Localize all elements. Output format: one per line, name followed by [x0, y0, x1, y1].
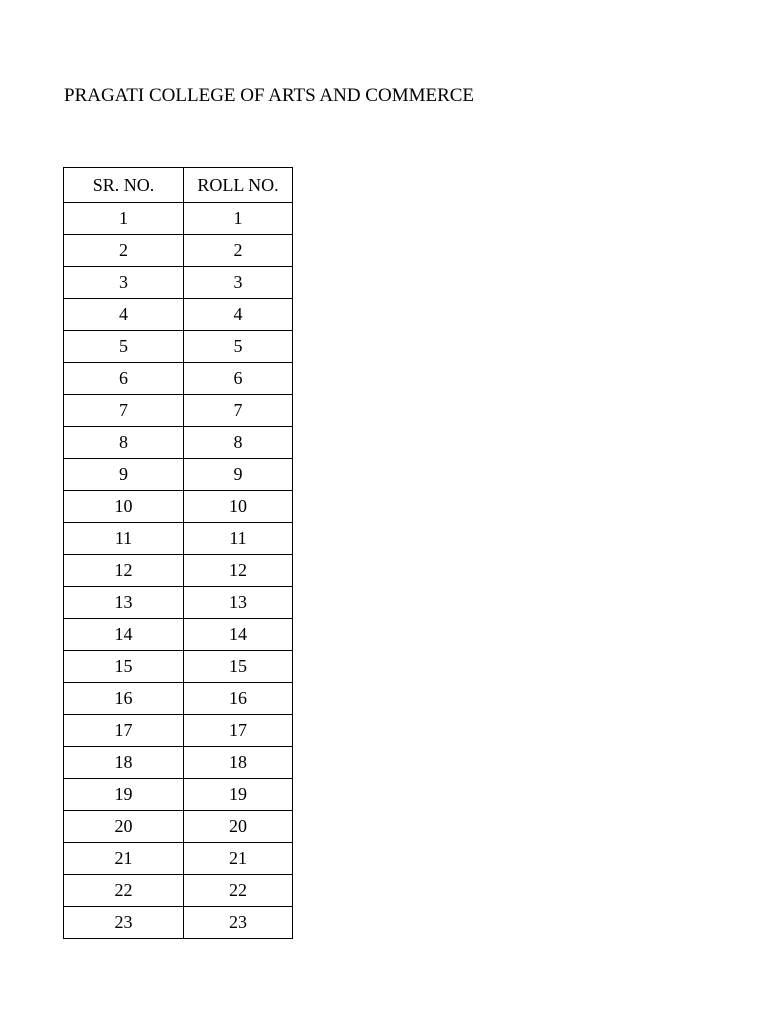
sr-no-cell: 10 — [64, 491, 184, 523]
table-row — [64, 779, 293, 811]
table-row — [64, 299, 293, 331]
table-row — [64, 395, 293, 427]
table-header-row — [64, 168, 293, 203]
roll-no-cell: 23 — [184, 907, 293, 939]
sr-no-cell: 3 — [64, 267, 184, 299]
sr-no-cell: 19 — [64, 779, 184, 811]
roll-no-cell: 10 — [184, 491, 293, 523]
table-row — [64, 235, 293, 267]
roll-no-cell: 14 — [184, 619, 293, 651]
roll-no-cell: 7 — [184, 395, 293, 427]
table-row — [64, 555, 293, 587]
table-row — [64, 907, 293, 939]
sr-no-cell: 13 — [64, 587, 184, 619]
table-row — [64, 875, 293, 907]
sr-no-cell: 23 — [64, 907, 184, 939]
table-row — [64, 619, 293, 651]
sr-no-cell: 22 — [64, 875, 184, 907]
roll-no-cell: 3 — [184, 267, 293, 299]
roll-no-cell: 21 — [184, 843, 293, 875]
roll-no-cell: 11 — [184, 523, 293, 555]
sr-no-cell: 9 — [64, 459, 184, 491]
sr-no-cell: 18 — [64, 747, 184, 779]
sr-no-cell: 20 — [64, 811, 184, 843]
table-row — [64, 363, 293, 395]
roll-no-header: ROLL NO. — [184, 168, 293, 203]
sr-no-cell: 11 — [64, 523, 184, 555]
table-row — [64, 715, 293, 747]
sr-no-cell: 16 — [64, 683, 184, 715]
table-row — [64, 523, 293, 555]
sr-no-cell: 5 — [64, 331, 184, 363]
sr-no-cell: 15 — [64, 651, 184, 683]
sr-no-cell: 17 — [64, 715, 184, 747]
roll-no-cell: 6 — [184, 363, 293, 395]
sr-no-cell: 1 — [64, 203, 184, 235]
roll-no-cell: 19 — [184, 779, 293, 811]
table-body — [64, 203, 293, 939]
page-title: PRAGATI COLLEGE OF ARTS AND COMMERCE — [64, 85, 475, 106]
table-row — [64, 203, 293, 235]
roll-no-cell: 12 — [184, 555, 293, 587]
table-row — [64, 459, 293, 491]
table-row — [64, 651, 293, 683]
sr-no-cell: 8 — [64, 427, 184, 459]
roll-no-cell: 22 — [184, 875, 293, 907]
roll-no-cell: 1 — [184, 203, 293, 235]
roll-no-cell: 8 — [184, 427, 293, 459]
roll-no-cell: 17 — [184, 715, 293, 747]
table-row — [64, 843, 293, 875]
roll-no-cell: 4 — [184, 299, 293, 331]
sr-no-cell: 6 — [64, 363, 184, 395]
table-row — [64, 491, 293, 523]
roll-no-cell: 2 — [184, 235, 293, 267]
roll-no-cell: 13 — [184, 587, 293, 619]
sr-no-cell: 4 — [64, 299, 184, 331]
table-row — [64, 587, 293, 619]
sr-no-cell: 7 — [64, 395, 184, 427]
roll-no-cell: 16 — [184, 683, 293, 715]
sr-no-cell: 14 — [64, 619, 184, 651]
sr-no-cell: 2 — [64, 235, 184, 267]
roll-no-cell: 5 — [184, 331, 293, 363]
table-row — [64, 427, 293, 459]
roll-number-table — [63, 167, 293, 939]
sr-no-cell: 21 — [64, 843, 184, 875]
table-row — [64, 811, 293, 843]
sr-no-header: SR. NO. — [64, 168, 184, 203]
roll-no-cell: 15 — [184, 651, 293, 683]
table-row — [64, 683, 293, 715]
table-row — [64, 331, 293, 363]
roll-no-cell: 9 — [184, 459, 293, 491]
roll-no-cell: 18 — [184, 747, 293, 779]
sr-no-cell: 12 — [64, 555, 184, 587]
table-row — [64, 747, 293, 779]
roll-no-cell: 20 — [184, 811, 293, 843]
table-row — [64, 267, 293, 299]
